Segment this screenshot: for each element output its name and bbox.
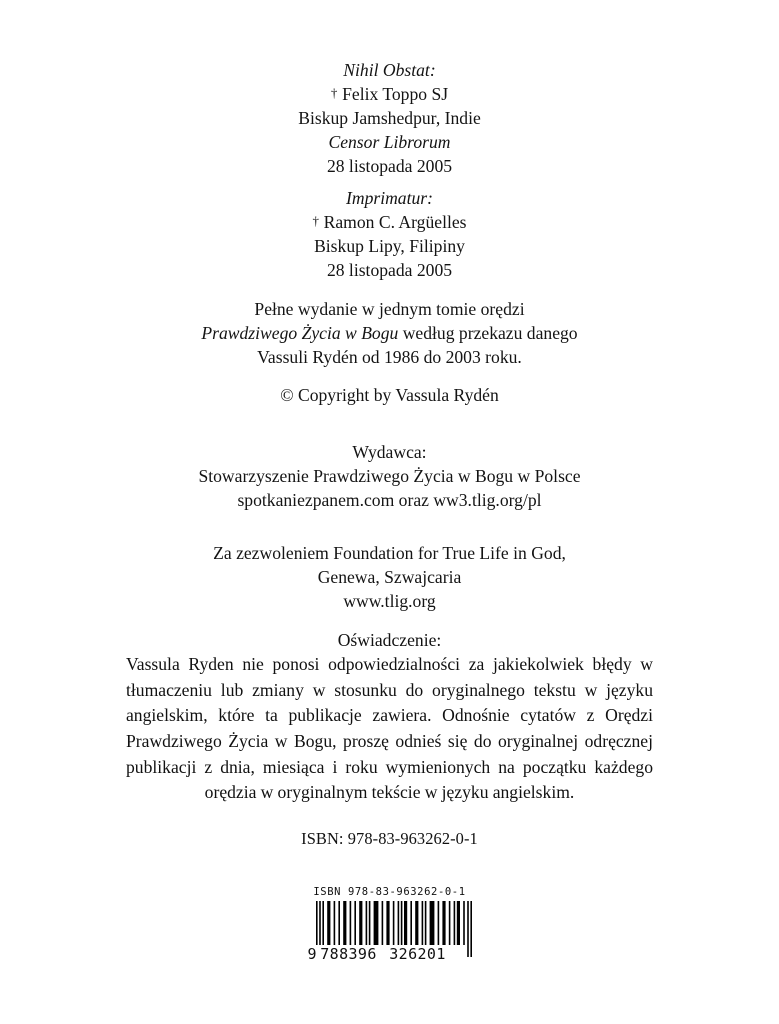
edition-description-block (0, 297, 779, 369)
imprimatur-block (0, 186, 779, 282)
disclaimer-heading: Oświadczenie: (337, 630, 442, 650)
imprimatur-name: Ramon C. Argüelles (323, 212, 467, 232)
dagger-icon: † (330, 85, 338, 101)
imprimatur-date: 28 listopada 2005 (326, 260, 453, 280)
isbn-text: ISBN: 978-83-963262-0-1 (301, 829, 478, 848)
copyright-block (0, 383, 779, 407)
foundation-website: www.tlig.org (343, 591, 436, 611)
imprimatur-heading: Imprimatur: (346, 188, 433, 208)
publisher-name: Stowarzyszenie Prawdziwego Życia w Bogu w Polsce (198, 466, 581, 486)
nihil-obstat-see: Biskup Jamshedpur, Indie (298, 108, 481, 128)
barcode-isbn-caption: ISBN 978-83-963262-0-1 (313, 886, 466, 898)
barcode-lead-digit: 9 (307, 945, 317, 963)
edition-line-2 (0, 321, 779, 345)
nihil-obstat-heading: Nihil Obstat: (343, 60, 436, 80)
foundation-line-2: Genewa, Szwajcaria (317, 567, 462, 587)
publisher-block (0, 440, 779, 512)
nihil-obstat-name-line (0, 82, 779, 106)
isbn-line (0, 829, 779, 849)
imprimatur-see: Biskup Lipy, Filipiny (314, 236, 465, 256)
nihil-obstat-date: 28 listopada 2005 (326, 156, 453, 176)
barcode-left-group: 788396 (320, 945, 377, 963)
publisher-heading: Wydawca: (352, 442, 427, 462)
work-title: Prawdziwego Życia w Bogu (201, 323, 399, 343)
edition-line-1: Pełne wydanie w jednym tomie orędzi (254, 299, 525, 319)
barcode-right-group: 326201 (389, 945, 446, 963)
disclaimer-body: Vassula Ryden nie ponosi odpowiedzialności za jakiekolwiek błędy w tłumaczeniu lub zmiany w stosunku do oryginalnego tekstu w języku angielskim, które ta publikacje zawiera. Odnośnie cytatów z Orędzi Prawdziwego Życia w Bogu, proszę odnieś się do oryginalnej odręcznej publikacji z dnia, miesiąca i roku wymienionych na początku każdego orędzia w oryginalnym tekście w języku angielskim. (126, 654, 653, 803)
foundation-line-1: Za zezwoleniem Foundation for True Life in God, (213, 543, 566, 563)
barcode-bars (306, 901, 474, 963)
nihil-obstat-role: Censor Librorum (328, 132, 451, 152)
barcode-digits (306, 945, 474, 963)
barcode-area (0, 886, 779, 963)
copyright-notice: © Copyright by Vassula Rydén (280, 385, 499, 405)
barcode (306, 886, 474, 963)
nihil-obstat-name: Felix Toppo SJ (342, 84, 449, 104)
foundation-permission-block (0, 541, 779, 613)
publisher-websites: spotkaniezpanem.com oraz ww3.tlig.org/pl (237, 490, 542, 510)
edition-line-3: Vassuli Rydén od 1986 do 2003 roku. (257, 347, 522, 367)
nihil-obstat-block (0, 58, 779, 178)
disclaimer-block (126, 628, 653, 806)
imprimatur-name-line (0, 210, 779, 234)
dagger-icon: † (312, 213, 320, 229)
edition-line-2-rest: według przekazu danego (398, 323, 578, 343)
